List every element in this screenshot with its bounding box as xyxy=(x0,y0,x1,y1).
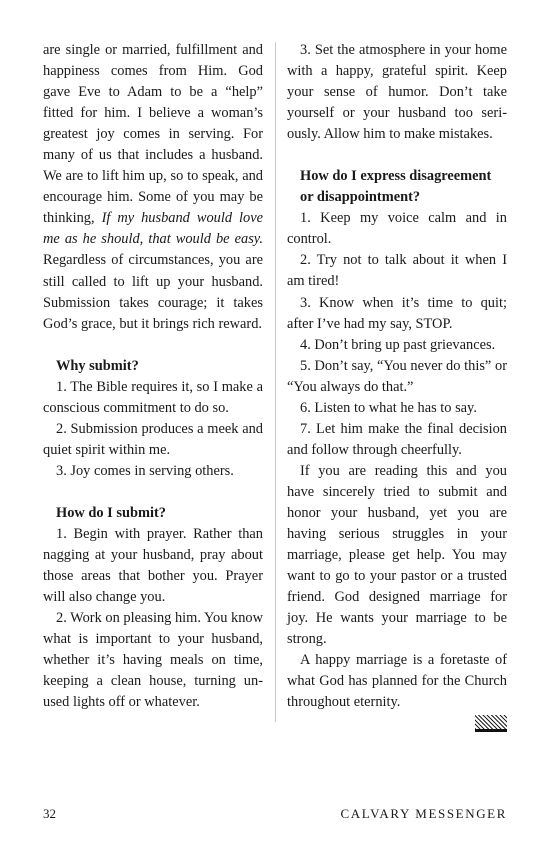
express-item-4: 4. Don’t bring up past grievances. xyxy=(300,336,496,353)
why-submit-heading: Why submit? xyxy=(56,357,139,374)
end-of-article-icon xyxy=(475,715,507,732)
express-item-7: 7. Let him make the final decision and follow through cheerfully. xyxy=(287,420,507,458)
how-item-1: 1. Begin with prayer. Rather than nagging at your husband, pray about those areas that bother you. Prayer will also change you. xyxy=(43,525,263,606)
express-item-1: 1. Keep my voice calm and in control. xyxy=(287,210,507,248)
express-item-5: 5. Don’t say, “You never do this” or “You always do that.” xyxy=(287,357,507,395)
express-item-3: 3. Know when it’s time to quit; after I’ve had my say, STOP. xyxy=(287,294,507,332)
left-column xyxy=(43,40,263,713)
how-submit-heading: How do I submit? xyxy=(56,504,166,521)
express-item-6: 6. Listen to what he has to say. xyxy=(300,399,477,416)
column-divider xyxy=(275,42,276,722)
how-item-3: 3. Set the atmosphere in your home with a happy, grateful spirit. Keep your sense of humor. Don’t take yourself or your husband too seri-ously. Allow him to make mistakes. xyxy=(287,42,507,143)
intro-italic: If my husband would love me as he should, that would be easy. xyxy=(43,210,263,248)
right-column xyxy=(287,40,507,732)
express-heading: How do I express disagreement or disappointment? xyxy=(300,168,492,206)
closing-paragraph-2: A happy marriage is a foretaste of what God has planned for the Church throughout eternity. xyxy=(287,652,507,711)
why-item-2: 2. Submission produces a meek and quiet spirit within me. xyxy=(43,420,263,458)
intro-paragraph: are single or married, fulfillment and happiness comes from Him. God gave Eve to Adam to be a “help” fitted for him. I believe a woman’s greatest joy comes in serving. For many of us that includes a husband. We are to lift him up, so to speak, and encourage him. Some of you may be thinking, If my husband would love me as he should, that would be easy. Regardless of circumstances, you are still called to lift up your husband. Submission takes courage; it takes God’s grace, but it brings rich reward. xyxy=(43,42,263,332)
publication-title: CALVARY MESSENGER xyxy=(340,806,507,821)
how-item-2: 2. Work on pleasing him. You know what is important to your husband, whether it’s having meals on time, keeping a clean house, turning un-used lights off or whatever. xyxy=(43,610,263,711)
express-item-2: 2. Try not to talk about it when I am tired! xyxy=(287,252,507,290)
closing-paragraph-1: If you are reading this and you have sincerely tried to submit and honor your husband, yet you are having serious struggles in your marriage, please get help. You may want to go to your pastor or a trusted friend. God designed marriage for joy. He wants your marriage to be strong. xyxy=(287,462,507,648)
why-item-1: 1. The Bible requires it, so I make a conscious commitment to do so. xyxy=(43,378,263,416)
why-item-3: 3. Joy comes in serving others. xyxy=(56,462,234,479)
page-number: 32 xyxy=(43,806,56,821)
